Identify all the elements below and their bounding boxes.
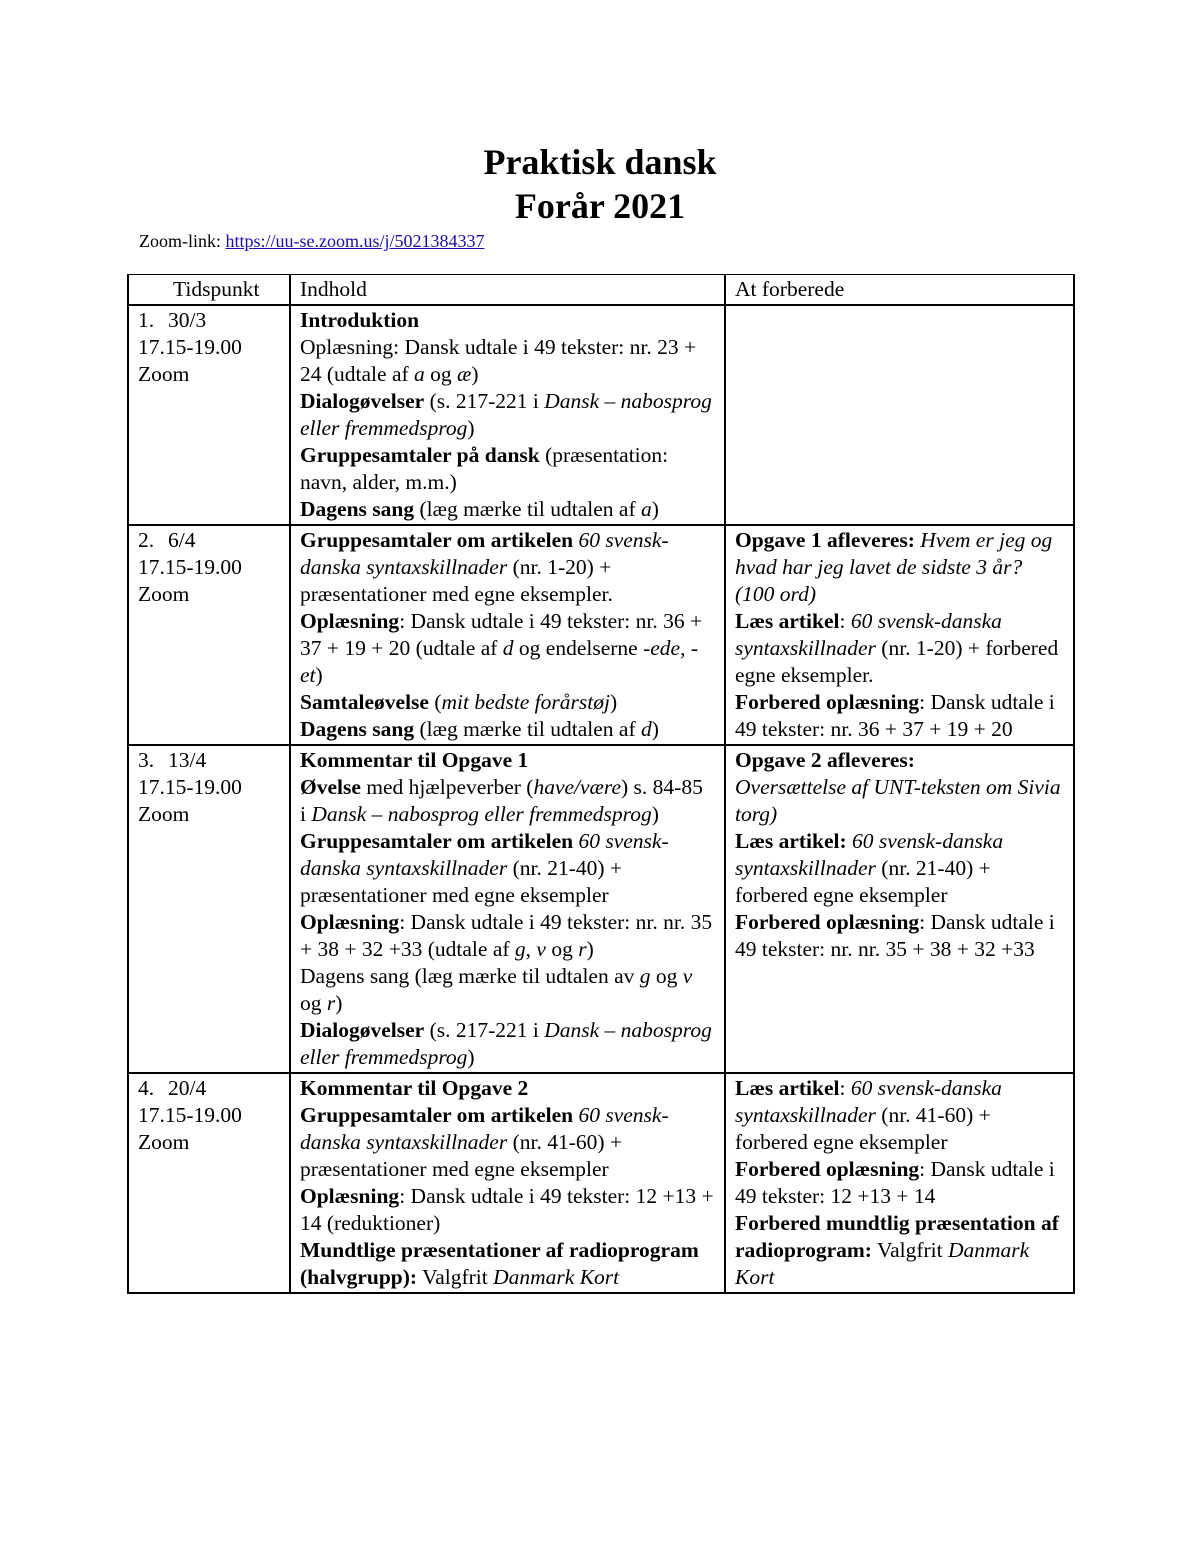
time-cell bbox=[128, 305, 290, 525]
prepare-cell: Opgave 2 afleveres: Oversættelse af UNT-teksten om Sivia torg) Læs artikel: 60 svensk-danska syntaxskillnader (nr. 21-40) + forbered egne eksempler Forbered oplæsning: Dansk udtale i 49 tekster: nr. nr. 35 + 38 + 32 +33 bbox=[725, 745, 1074, 1073]
session-time: 17.15-19.00 bbox=[138, 775, 242, 799]
content-cell: Introduktion Oplæsning: Dansk udtale i 49 tekster: nr. 23 + 24 (udtale af a og æ) Dialogøvelser (s. 217-221 i Dansk – nabosprog eller fremmedsprog) Gruppesamtaler på dansk (præsentation: navn, alder, m.m.) Dagens sang (læg mærke til udtalen af a) bbox=[290, 305, 725, 525]
content-cell: Gruppesamtaler om artikelen 60 svensk-danska syntaxskillnader (nr. 1-20) + præsentationer med egne eksempler. Oplæsning: Dansk udtale i 49 tekster: nr. 36 + 37 + 19 + 20 (udtale af d og endelserne -ede, -et) Samtaleøvelse (mit bedste forårstøj) Dagens sang (læg mærke til udtalen af d) bbox=[290, 525, 725, 745]
session-number: 4. bbox=[138, 1076, 155, 1100]
session-date: 20/4 bbox=[168, 1076, 207, 1100]
session-place: Zoom bbox=[138, 802, 190, 826]
table-row bbox=[128, 1073, 1074, 1293]
content-cell: Kommentar til Opgave 1 Øvelse med hjælpeverber (have/være) s. 84-85 i Dansk – nabosprog eller fremmedsprog) Gruppesamtaler om artikelen 60 svensk-danska syntaxskillnader (nr. 21-40) + præsentationer med egne eksempler Oplæsning: Dansk udtale i 49 tekster: nr. nr. 35 + 38 + 32 +33 (udtale af g, v og r) Dagens sang (læg mærke til udtalen av g og v og r) Dialogøvelser (s. 217-221 i Dansk – nabosprog eller fremmedsprog) bbox=[290, 745, 725, 1073]
session-date: 13/4 bbox=[168, 748, 207, 772]
time-cell bbox=[128, 1073, 290, 1293]
zoom-label: Zoom-link: bbox=[139, 231, 226, 251]
document-title bbox=[0, 140, 1200, 228]
header-row bbox=[128, 275, 1074, 306]
zoom-link-line bbox=[139, 229, 485, 253]
time-cell bbox=[128, 745, 290, 1073]
session-date: 30/3 bbox=[168, 308, 207, 332]
time-cell bbox=[128, 525, 290, 745]
content-cell: Kommentar til Opgave 2 Gruppesamtaler om artikelen 60 svensk-danska syntaxskillnader (nr. 41-60) + præsentationer med egne eksempler Oplæsning: Dansk udtale i 49 tekster: 12 +13 + 14 (reduktioner) Mundtlige præsentationer af radioprogram (halvgrupp): Valgfrit Danmark Kort bbox=[290, 1073, 725, 1293]
prepare-cell: Opgave 1 afleveres: Hvem er jeg og hvad har jeg lavet de sidste 3 år? (100 ord) Læs artikel: 60 svensk-danska syntaxskillnader (nr. 1-20) + forbered egne eksempler. Forbered oplæsning: Dansk udtale i 49 tekster: nr. 36 + 37 + 19 + 20 bbox=[725, 525, 1074, 745]
table-row bbox=[128, 525, 1074, 745]
title-line-2: Forår 2021 bbox=[514, 186, 686, 226]
schedule-table bbox=[127, 274, 1075, 1294]
header-prepare: At forberede bbox=[725, 275, 1074, 306]
session-number: 1. bbox=[138, 308, 155, 332]
prepare-cell: Læs artikel: 60 svensk-danska syntaxskillnader (nr. 41-60) + forbered egne eksempler Forbered oplæsning: Dansk udtale i 49 tekster: 12 +13 + 14 Forbered mundtlig præsentation af radioprogram: Valgfrit Danmark Kort bbox=[725, 1073, 1074, 1293]
session-time: 17.15-19.00 bbox=[138, 555, 242, 579]
session-place: Zoom bbox=[138, 582, 190, 606]
table-row bbox=[128, 305, 1074, 525]
title-line-1: Praktisk dansk bbox=[483, 142, 717, 182]
session-date: 6/4 bbox=[168, 528, 196, 552]
session-place: Zoom bbox=[138, 362, 190, 386]
session-place: Zoom bbox=[138, 1130, 190, 1154]
header-time: Tidspunkt bbox=[128, 275, 290, 306]
table-row bbox=[128, 745, 1074, 1073]
header-content: Indhold bbox=[290, 275, 725, 306]
session-number: 3. bbox=[138, 748, 155, 772]
session-number: 2. bbox=[138, 528, 155, 552]
zoom-link[interactable]: https://uu-se.zoom.us/j/5021384337 bbox=[225, 231, 485, 251]
session-time: 17.15-19.00 bbox=[138, 335, 242, 359]
session-time: 17.15-19.00 bbox=[138, 1103, 242, 1127]
prepare-cell bbox=[725, 305, 1074, 525]
